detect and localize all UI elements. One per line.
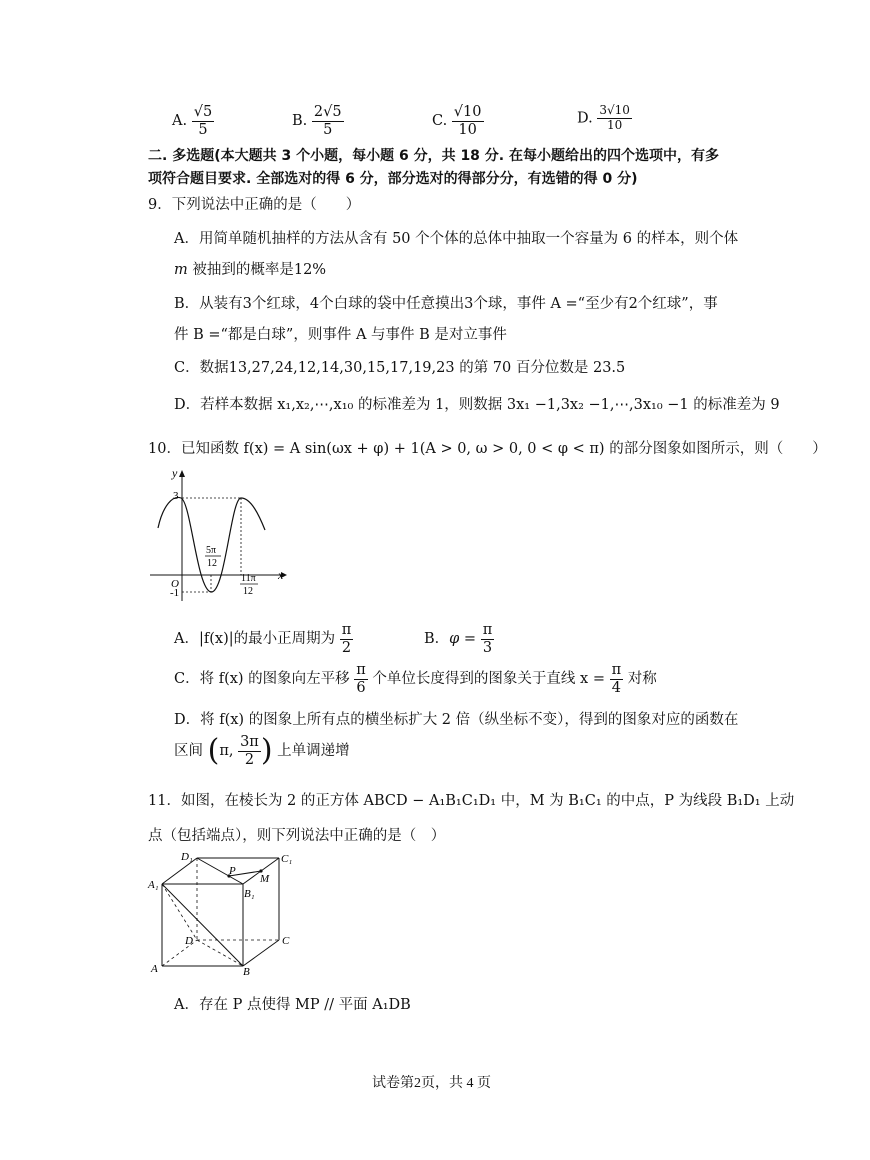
tick2-num: 11π xyxy=(241,573,256,584)
q9-option-d: D．若样本数据 x₁,x₂,⋯,x₁₀ 的标准差为 1，则数据 3x₁ −1,3x₂ −1,⋯,3x₁₀ −1 的标准差为 9 xyxy=(174,397,780,413)
fraction: $\frac{\pi}{4}$ xyxy=(611,662,622,696)
label-p: P xyxy=(229,865,236,877)
y-top-label: 3 xyxy=(173,490,179,502)
fraction: $\frac{\pi}{2}$ xyxy=(341,622,352,656)
tick2-den: 12 xyxy=(243,586,253,597)
q10-option-a: A．|f(x)|的最小正周期为 $\frac{\pi}{2}$ xyxy=(174,622,352,656)
q9-option-c: C．数据13,27,24,12,14,30,15,17,19,23 的第 70 百分位数是 23.5 xyxy=(174,360,626,376)
q9-option-a-line2: m 被抽到的概率是12% xyxy=(174,262,327,278)
q11-option-a: A．存在 P 点使得 MP // 平面 A₁DB xyxy=(174,997,411,1013)
label-d1: D₁ xyxy=(181,851,193,863)
y-label: y xyxy=(172,466,178,480)
q9-option-b-line1: B．从装有3个红球，4个白球的袋中任意摸出3个球，事件 A =“至少有2个红球”，事 xyxy=(174,296,718,312)
label-a1: A₁ xyxy=(148,879,159,891)
q10-stem: 10．已知函数 f(x) = A sin(ωx + φ) + 1(A > 0, ω > 0, 0 < φ < π) 的部分图象如图所示，则（ ） xyxy=(148,441,827,457)
tick1-den: 12 xyxy=(207,558,217,569)
x-label: x xyxy=(278,568,284,582)
y-axis-arrow-icon xyxy=(179,470,185,477)
option-fraction: $\frac{2√5}{5}$ xyxy=(313,104,342,138)
q11-cube-diagram xyxy=(145,848,305,978)
label-a: A xyxy=(151,963,158,975)
label-c: C xyxy=(282,935,290,947)
q10-option-c: C．将 f(x) 的图象向左平移 $\frac{\pi}{6}$ 个单位长度得到的图象关于直线 x = $\frac{\pi}{4}$ 对称 xyxy=(174,662,657,696)
edge-a1d xyxy=(162,884,197,940)
edge-db xyxy=(197,940,243,966)
fraction: $\frac{\pi}{3}$ xyxy=(482,622,493,656)
q10-option-d-line2: 区间 (π, $\frac{3\pi}{2}$ ) 上单调递增 xyxy=(174,733,350,769)
option-label: A. xyxy=(172,113,188,130)
q8-option-a xyxy=(172,104,214,138)
option-fraction: $\frac{3√10}{10}$ xyxy=(599,103,630,132)
section-heading-line2: 项符合题目要求. 全部选对的得 6 分，部分选对的得部分分，有选错的得 0 分) xyxy=(148,171,638,187)
diag-d1b1 xyxy=(197,858,243,884)
q10-option-b: B．φ = $\frac{\pi}{3}$ xyxy=(424,622,493,656)
q10-option-d-line1: D．将 f(x) 的图象上所有点的横坐标扩大 2 倍（纵坐标不变），得到的图象对应的函数在 xyxy=(174,712,739,728)
section-heading-line1: 二. 多选题(本大题共 3 个小题，每小题 6 分，共 18 分. 在每小题给出的四个选项中，有多 xyxy=(148,148,719,164)
q8-option-b xyxy=(292,104,344,138)
label-m: M xyxy=(260,873,270,885)
fraction: $\frac{3\pi}{2}$ xyxy=(240,734,259,768)
q11-stem-line2: 点（包括端点），则下列说法中正确的是（ ） xyxy=(148,828,446,844)
q8-option-d xyxy=(577,104,632,133)
option-label: D. xyxy=(577,110,593,127)
y-bottom-label: -1 xyxy=(170,587,180,599)
fraction: $\frac{\pi}{6}$ xyxy=(356,662,366,696)
option-label: B. xyxy=(292,113,308,130)
diag-a1b xyxy=(162,884,243,966)
q9-option-b-line2: 件 B =“都是白球”，则事件 A 与事件 B 是对立事件 xyxy=(174,327,507,343)
origin-label: O xyxy=(171,578,179,590)
q9-option-a-line1: A．用简单随机抽样的方法从含有 50 个个体的总体中抽取一个容量为 6 的样本，则个体 xyxy=(174,231,739,247)
q8-option-c xyxy=(432,104,484,138)
edge-bc xyxy=(243,940,279,966)
label-b: B xyxy=(243,966,250,978)
option-fraction: $\frac{√5}{5}$ xyxy=(193,104,213,138)
page-footer: 试卷第2页，共 4 页 xyxy=(372,1076,491,1091)
q10-function-graph xyxy=(145,465,290,605)
label-b1: B₁ xyxy=(244,888,255,900)
option-fraction: $\frac{√10}{10}$ xyxy=(453,104,482,138)
option-label: C. xyxy=(432,113,448,130)
q11-stem-line1: 11．如图，在棱长为 2 的正方体 ABCD − A₁B₁C₁D₁ 中，M 为 B₁C₁ 的中点，P 为线段 B₁D₁ 上动 xyxy=(148,793,795,809)
tick1-num: 5π xyxy=(206,545,217,556)
label-d: D xyxy=(185,935,193,947)
q9-stem: 9．下列说法中正确的是（ ） xyxy=(148,197,361,213)
label-c1: C₁ xyxy=(281,853,293,865)
